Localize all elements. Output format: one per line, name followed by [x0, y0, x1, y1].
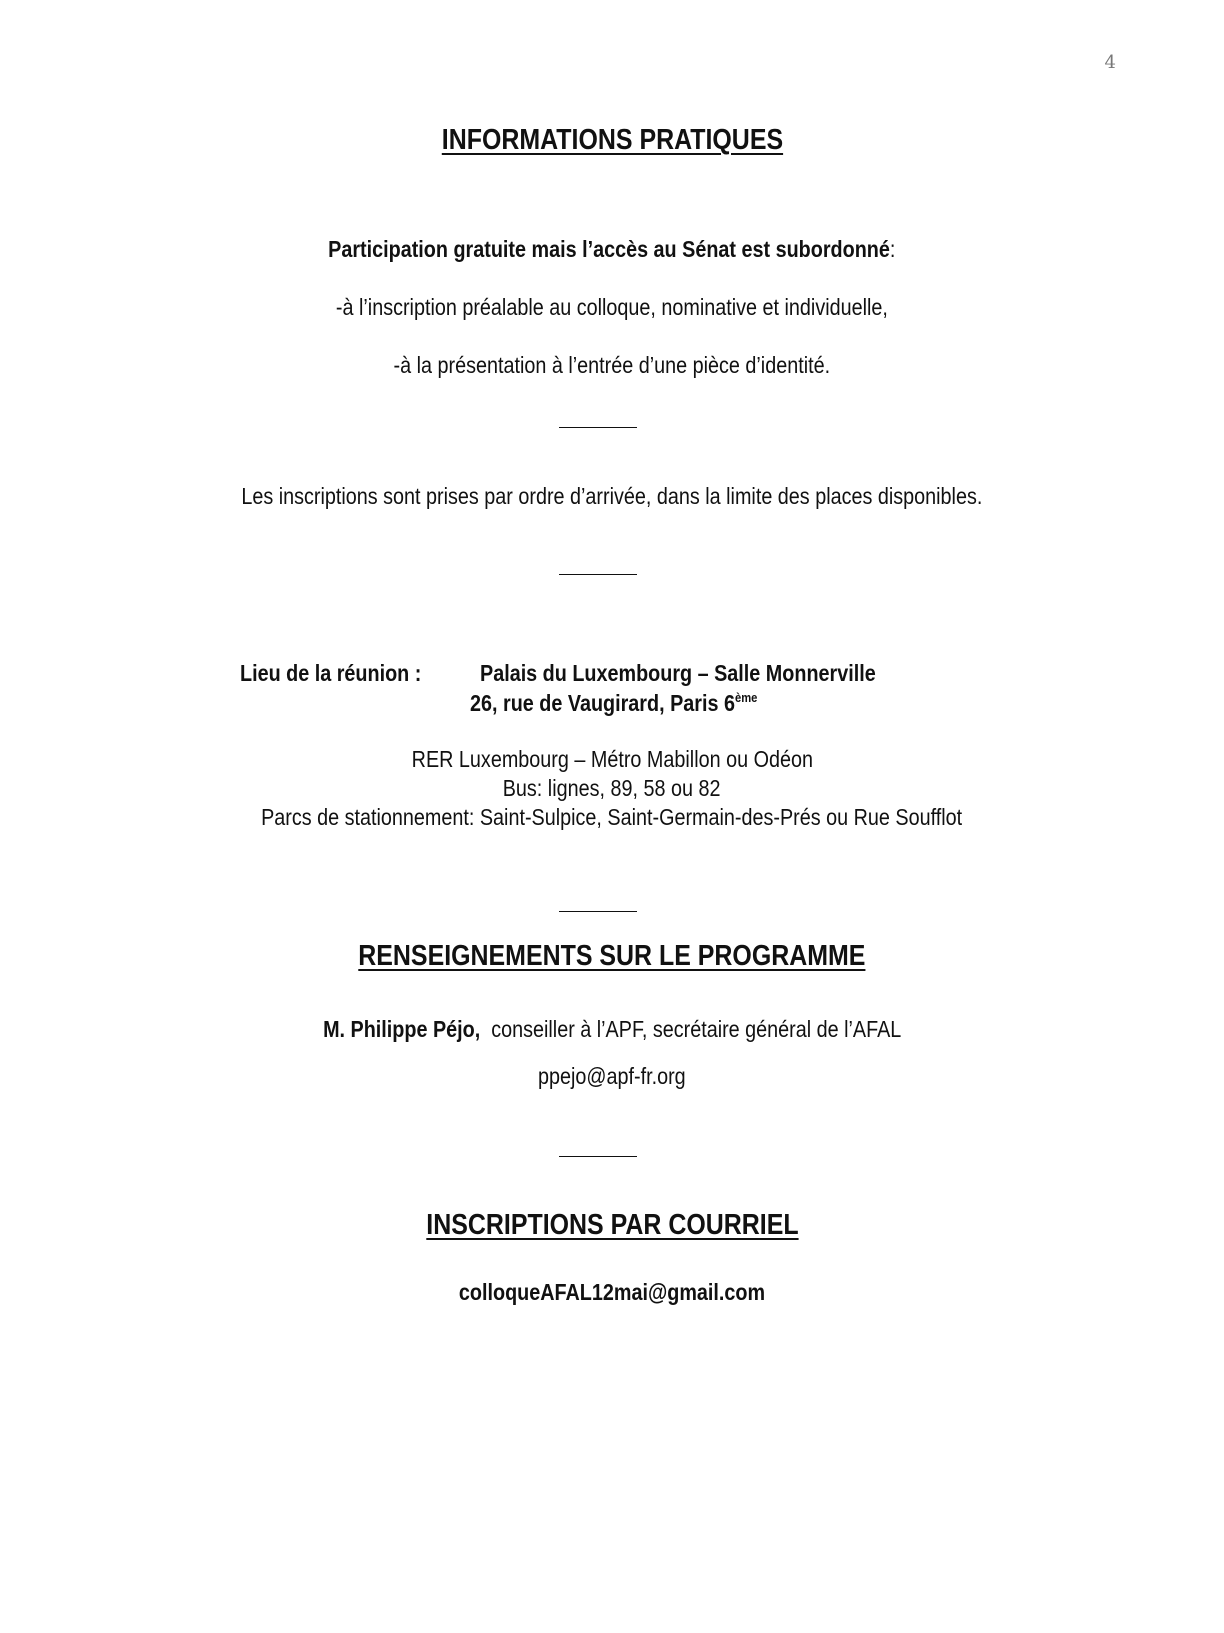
- section-registration-title: INSCRIPTIONS PAR COURRIEL: [425, 1209, 799, 1241]
- transport-bus: Bus: lignes, 89, 58 ou 82: [503, 775, 721, 801]
- contact-role: conseiller à l’APF, secrétaire général de l’AFAL: [491, 1016, 902, 1042]
- condition-1: -à l’inscription préalable au colloque, nominative et individuelle,: [336, 294, 888, 320]
- location-label: Lieu de la réunion :: [240, 660, 422, 686]
- location-address: 26, rue de Vaugirard, Paris 6: [470, 690, 735, 716]
- location-address-sup: ème: [734, 690, 758, 705]
- inscriptions-note: Les inscriptions sont prises par ordre d’arrivée, dans la limite des places disponibles.: [241, 483, 983, 509]
- transport-rer: RER Luxembourg – Métro Mabillon ou Odéon: [411, 746, 813, 772]
- participation-colon: :: [890, 236, 896, 262]
- location-venue-wrap: [480, 660, 940, 687]
- condition-2-wrap: [0, 352, 1224, 379]
- registration-email-wrap: [0, 1279, 1224, 1306]
- contact-name: M. Philippe Péjo,: [322, 1016, 481, 1042]
- inscriptions-note-wrap: [0, 483, 1224, 510]
- section-info-title: INFORMATIONS PRATIQUES: [441, 124, 783, 156]
- section-registration-title-wrap: [0, 1209, 1224, 1242]
- participation-bold-text: Participation gratuite mais l’accès au Sénat est subordonné: [328, 236, 891, 262]
- separator-line: [559, 427, 637, 428]
- separator-line: [559, 1156, 637, 1157]
- section-program-title-wrap: [0, 940, 1224, 973]
- condition-2: -à la présentation à l’entrée d’une pièce d’identité.: [393, 352, 831, 378]
- separator-line: [559, 574, 637, 575]
- transport-rer-wrap: [0, 746, 1224, 773]
- page-number: 4: [1104, 52, 1116, 73]
- section-info-title-wrap: [0, 124, 1224, 157]
- registration-email: colloqueAFAL12mai@gmail.com: [458, 1279, 766, 1305]
- location-label-wrap: [240, 660, 451, 687]
- separator-line: [559, 911, 637, 912]
- contact-email-wrap: [0, 1063, 1224, 1090]
- parking-wrap: [0, 804, 1224, 831]
- section-program-title: RENSEIGNEMENTS SUR LE PROGRAMME: [358, 940, 866, 972]
- transport-bus-wrap: [0, 775, 1224, 802]
- contact-email: ppejo@apf-fr.org: [538, 1063, 686, 1089]
- location-venue: Palais du Luxembourg – Salle Monnerville: [480, 660, 876, 686]
- location-address-wrap: [470, 690, 804, 717]
- parking-info: Parcs de stationnement: Saint-Sulpice, Saint-Germain-des-Prés ou Rue Soufflot: [261, 804, 963, 830]
- condition-1-wrap: [0, 294, 1224, 321]
- participation-line: [0, 236, 1224, 263]
- contact-line: [0, 1016, 1224, 1043]
